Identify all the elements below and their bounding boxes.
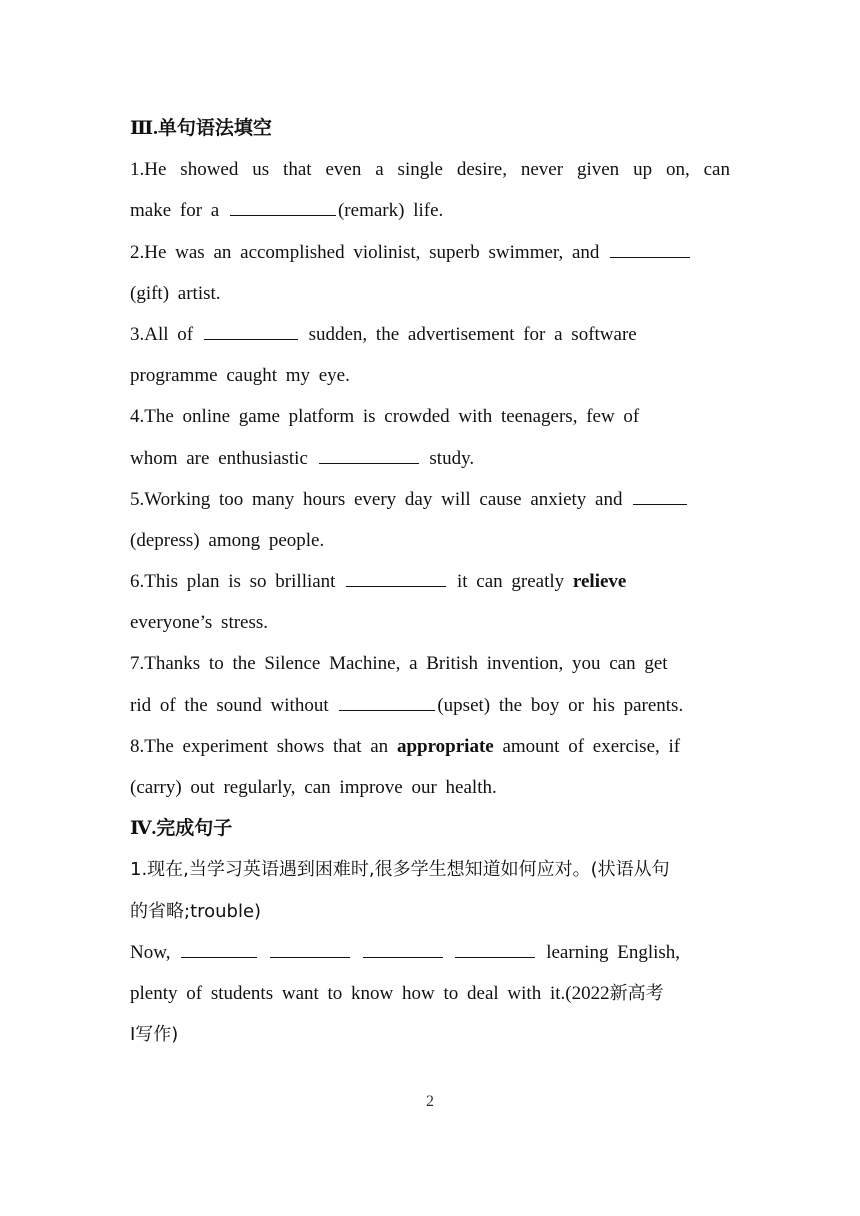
page-number: 2 [426, 1093, 434, 1110]
question-3-line-2: programme caught my eye. [130, 365, 350, 387]
answer-blank[interactable] [346, 568, 446, 587]
document-body [130, 108, 730, 1055]
question-4-line-2: whom are enthusiastic study. [130, 438, 730, 479]
translate-1-english-line-1: Now, learning English, [130, 932, 730, 973]
question-6-line-2: everyone’s stress. [130, 612, 269, 634]
question-7-line-2: rid of the sound without (upset) the boy or his parents. [130, 685, 730, 726]
answer-blank[interactable] [339, 692, 435, 711]
answer-blank[interactable] [230, 197, 336, 216]
answer-blank[interactable] [204, 321, 298, 340]
question-8-line-1: 8.The experiment shows that an appropriate amount of exercise, if [130, 735, 681, 757]
answer-blank[interactable] [319, 445, 419, 464]
question-7-line-1: 7.Thanks to the Silence Machine, a British invention, you can get [130, 653, 668, 675]
question-5-line-2: (depress) among people. [130, 529, 325, 551]
translate-1-english-line-2: plenty of students want to know how to deal with it.(2022新高考 [130, 982, 664, 1004]
bold-keyword: relieve [572, 571, 627, 593]
translate-1-english-line-3: Ⅰ写作) [130, 1024, 179, 1046]
answer-blank[interactable] [270, 939, 350, 958]
translate-1-chinese-line-2: 的省略;trouble) [130, 900, 262, 922]
question-5-line-1: 5.Working too many hours every day will cause anxiety and [130, 479, 730, 520]
question-6-line-1: 6.This plan is so brilliant it can greatly relieve [130, 561, 730, 602]
question-8-line-2: (carry) out regularly, can improve our health. [130, 777, 497, 798]
question-1-line-2: make for a (remark) life. [130, 190, 730, 231]
bold-keyword: appropriate [396, 735, 494, 757]
question-2-line-2: (gift) artist. [130, 282, 221, 304]
section-heading-grammar: Ⅲ.单句语法填空 [130, 118, 272, 139]
answer-blank[interactable] [455, 939, 535, 958]
question-1-line-1: 1.He showed us that even a single desire, never given up on, can [130, 159, 730, 181]
question-2-line-1: 2.He was an accomplished violinist, superb swimmer, and [130, 232, 730, 273]
section-heading-complete-sentences: Ⅳ.完成句子 [130, 818, 233, 840]
translate-1-chinese-line-1: 1.现在,当学习英语遇到困难时,很多学生想知道如何应对。(状语从句 [130, 859, 670, 881]
answer-blank[interactable] [633, 486, 687, 505]
answer-blank[interactable] [363, 939, 443, 958]
question-4-line-1: 4.The online game platform is crowded with teenagers, few of [130, 406, 640, 428]
answer-blank[interactable] [610, 239, 690, 258]
answer-blank[interactable] [181, 939, 257, 958]
question-3-line-1: 3.All of sudden, the advertisement for a software [130, 314, 730, 355]
